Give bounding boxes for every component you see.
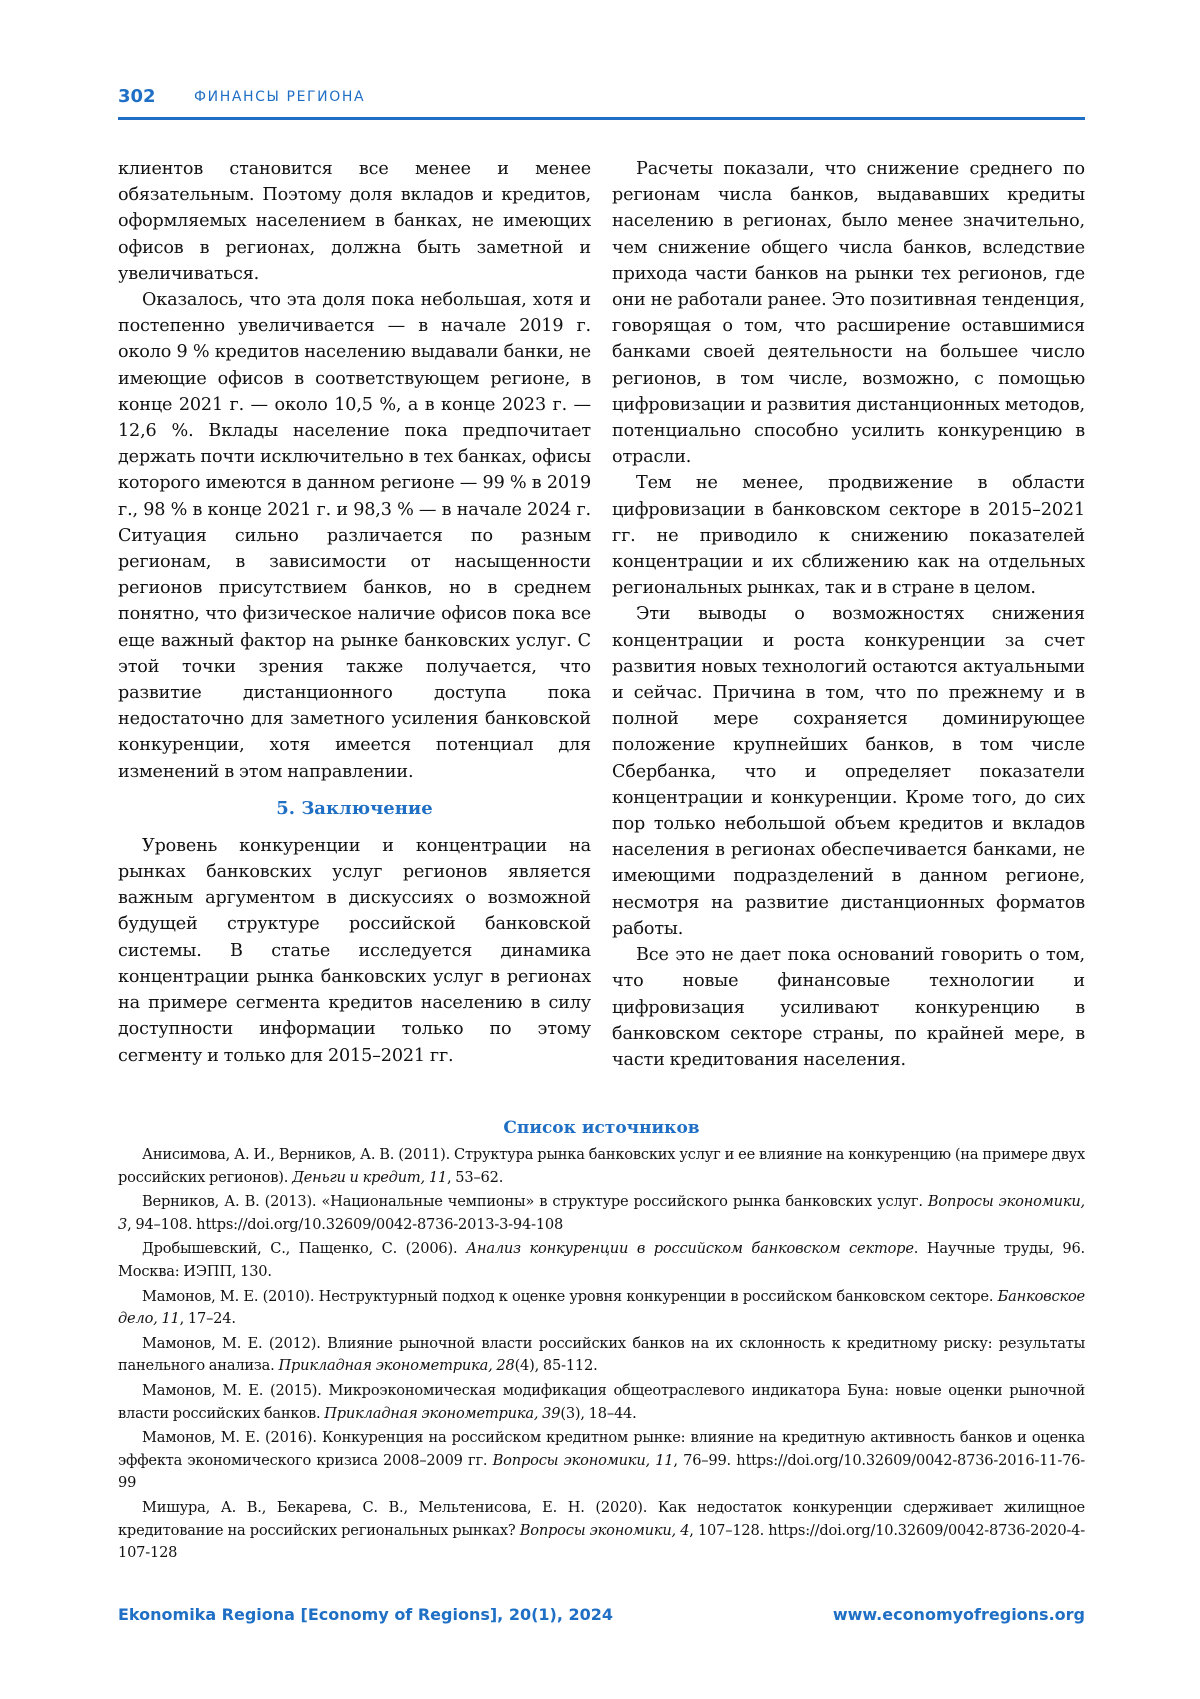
paragraph: Все это не дает пока оснований говорить о том, что новые финансовые технологии и цифровизация усиливают конкуренцию в банковском секторе страны, по крайней мере, в части кредитования населения. <box>612 942 1085 1073</box>
right-column <box>612 156 1085 1073</box>
reference-item: Мишура, А. В., Бекарева, С. В., Мельтенисова, Е. Н. (2020). Как недостаток конкуренции сдерживает жилищное кредитование на российских региональных рынках? Вопросы экономики, 4, 107–128. https://doi.org/10.32609/0042-8736-2020-4-107-128 <box>118 1497 1085 1565</box>
reference-item: Мамонов, М. Е. (2016). Конкуренция на российском кредитном рынке: влияние на кредитную активность банков и оценка эффекта экономического кризиса 2008–2009 гг. Вопросы экономики, 11, 76–99. https://doi.org/10.32609/0042-8736-2016-11-76-99 <box>118 1427 1085 1495</box>
paragraph: клиентов становится все менее и менее обязательным. Поэтому доля вкладов и кредитов, оформляемых населением в банках, не имеющих офисов в регионах, должна быть заметной и увеличиваться. <box>118 156 591 287</box>
references-section <box>118 1118 1085 1567</box>
paragraph: Расчеты показали, что снижение среднего по регионам числа банков, выдававших кредиты населению в регионах, было менее значительно, чем снижение общего числа банков, вследствие прихода части банков на рынки тех регионов, где они не работали ранее. Это позитивная тенденция, говорящая о том, что расширение оставшимися банками своей деятельности на большее число регионов, в том числе, возможно, с помощью цифровизации и развития дистанционных методов, потенциально способно усилить конкуренцию в отрасли. <box>612 156 1085 470</box>
page-number: 302 <box>118 86 156 107</box>
paragraph: Эти выводы о возможностях снижения концентрации и роста конкуренции за счет развития новых технологий остаются актуальными и сейчас. Причина в том, что по прежнему и в полной мере сохраняется доминирующее положение крупнейших банков, в том числе Сбербанка, что и определяет показатели концентрации и конкуренции. Кроме того, до сих пор только небольшой объем кредитов и вкладов населения в регионах обеспечивается банками, не имеющими подразделений в данном регионе, несмотря на развитие дистанционных форматов работы. <box>612 601 1085 942</box>
section-title: ФИНАНСЫ РЕГИОНА <box>194 89 365 105</box>
reference-item: Дробышевский, С., Пащенко, С. (2006). Анализ конкуренции в российском банковском секторе. Научные труды, 96. Москва: ИЭПП, 130. <box>118 1238 1085 1283</box>
section-heading-conclusion: 5. Заключение <box>118 798 591 819</box>
paragraph: Тем не менее, продвижение в области цифровизации в банковском секторе в 2015–2021 гг. не приводило к снижению показателей концентрации и их сближению как на отдельных региональных рынках, так и в стране в целом. <box>612 470 1085 601</box>
paragraph: Уровень конкуренции и концентрации на рынках банковских услуг регионов является важным аргументом в дискуссиях о возможной будущей структуре российской банковской системы. В статье исследуется динамика концентрации рынка банковских услуг в регионах на примере сегмента кредитов населению в силу доступности информации только по этому сегменту и только для 2015–2021 гг. <box>118 833 591 1069</box>
journal-citation: Ekonomika Regiona [Economy of Regions], 20(1), 2024 <box>118 1605 613 1624</box>
reference-item: Верников, А. В. (2013). «Национальные чемпионы» в структуре российского рынка банковских услуг. Вопросы экономики, 3, 94–108. https://doi.org/10.32609/0042-8736-2013-3-94-108 <box>118 1191 1085 1236</box>
reference-item: Мамонов, М. Е. (2010). Неструктурный подход к оценке уровня конкуренции в российском банковском секторе. Банковское дело, 11, 17–24. <box>118 1286 1085 1331</box>
left-column <box>118 156 591 1069</box>
paragraph: Оказалось, что эта доля пока небольшая, хотя и постепенно увеличивается — в начале 2019 г. около 9 % кредитов населению выдавали банки, не имеющие офисов в соответствующем регионе, в конце 2021 г. — около 10,5 %, а в конце 2023 г. — 12,6 %. Вклады население пока предпочитает держать почти исключительно в тех банках, офисы которого имеются в данном регионе — 99 % в 2019 г., 98 % в конце 2021 г. и 98,3 % — в начале 2024 г. Ситуация сильно различается по разным регионам, в зависимости от насыщенности регионов присутствием банков, но в среднем понятно, что физическое наличие офисов пока все еще важный фактор на рынке банковских услуг. С этой точки зрения также получается, что развитие дистанционного доступа пока недостаточно для заметного усиления банковской конкуренции, хотя имеется потенциал для изменений в этом направлении. <box>118 287 591 785</box>
reference-item: Анисимова, А. И., Верников, А. В. (2011). Структура рынка банковских услуг и ее влияние на конкуренцию (на примере двух российских регионов). Деньги и кредит, 11, 53–62. <box>118 1144 1085 1189</box>
running-header <box>118 86 1085 120</box>
references-heading: Список источников <box>118 1118 1085 1138</box>
website-link[interactable]: www.economyofregions.org <box>833 1605 1085 1624</box>
reference-item: Мамонов, М. Е. (2015). Микроэкономическая модификация общеотраслевого индикатора Буна: новые оценки рыночной власти российских банков. Прикладная эконометрика, 39(3), 18–44. <box>118 1380 1085 1425</box>
reference-item: Мамонов, М. Е. (2012). Влияние рыночной власти российских банков на их склонность к кредитному риску: результаты панельного анализа. Прикладная эконометрика, 28(4), 85-112. <box>118 1333 1085 1378</box>
